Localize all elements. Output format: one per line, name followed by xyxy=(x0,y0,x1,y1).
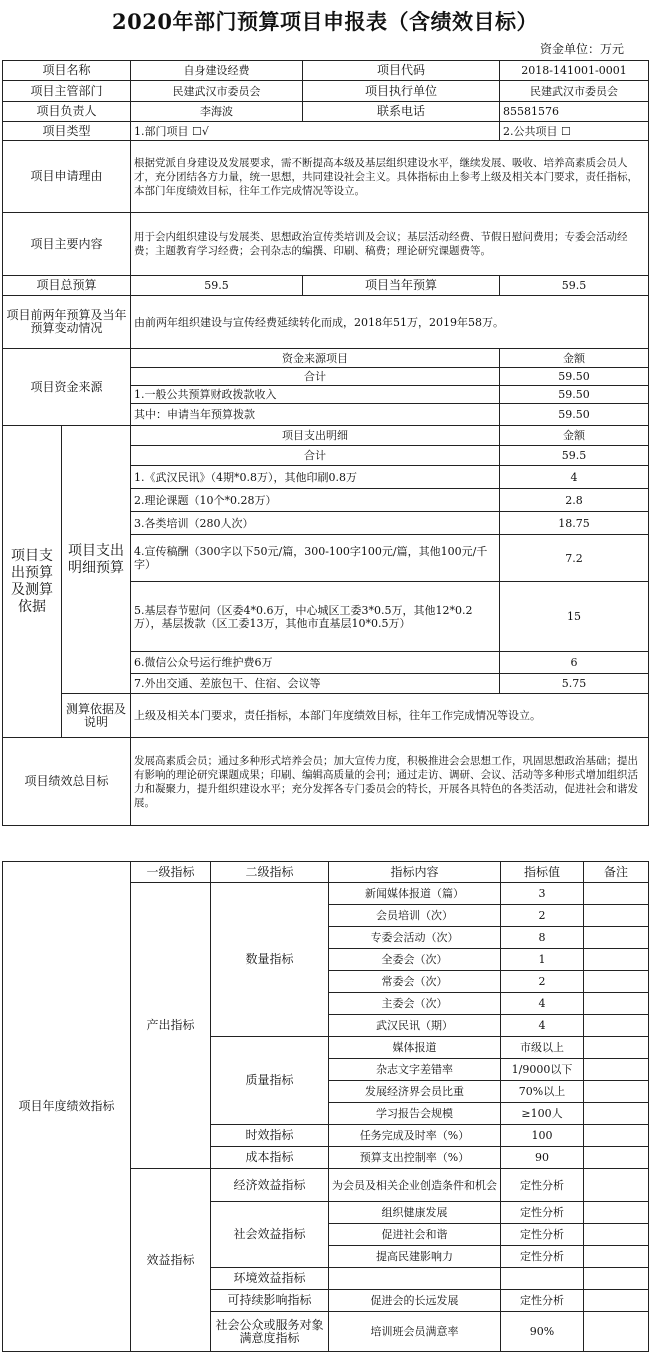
project-code-value: 2018-141001-0001 xyxy=(500,61,649,81)
indicator-value: 90 xyxy=(501,1147,584,1169)
indicator-content: 为会员及相关企业创造条件和机会 xyxy=(329,1169,501,1202)
indicators-table xyxy=(2,861,649,1352)
indicator-remark xyxy=(584,1312,649,1352)
indicator-remark xyxy=(584,1125,649,1147)
expense-amount: 7.2 xyxy=(500,535,649,582)
year-budget-value: 59.5 xyxy=(500,276,649,296)
leader-value: 李海波 xyxy=(131,102,303,122)
indicator-content: 主委会（次） xyxy=(329,993,501,1015)
page-title: 2020年部门预算项目申报表（含绩效目标） xyxy=(112,9,538,34)
indicator-content: 促进社会和谐 xyxy=(329,1224,501,1246)
indicator-remark xyxy=(584,1290,649,1312)
basis-label: 测算依据及说明 xyxy=(62,694,131,738)
basis-text: 上级及相关本门要求，责任指标，本部门年度绩效目标，往年工作完成情况等设立。 xyxy=(131,694,649,738)
content-label: 项目主要内容 xyxy=(3,213,131,276)
budget-change-text: 由前两年组织建设与宣传经费延续转化而成，2018年51万，2019年58万。 xyxy=(131,296,649,349)
indicator-content: 发展经济界会员比重 xyxy=(329,1081,501,1103)
indicator-remark xyxy=(584,1015,649,1037)
phone-label: 联系电话 xyxy=(303,102,500,122)
indicator-value: 8 xyxy=(501,927,584,949)
expense-item: 1.《武汉民讯》（4期*0.8万），其他印刷0.8万 xyxy=(131,466,500,489)
indicator-value: 定性分析 xyxy=(501,1290,584,1312)
total-budget-label: 项目总预算 xyxy=(3,276,131,296)
goal-text: 发展高素质会员；通过多种形式培养会员；加大宣传力度，积极推进会会思想工作，巩固思想政治基础；提出有影响的理论研究课题成果；印刷、编辑高质量的会刊；通过走访、调研、会议、活动等多种形式增加组织活力和凝聚力，提升组织建设水平；充分发挥各专门委员会的特长，开展各具特色的各类活动，促进社会和谐发展。 xyxy=(131,738,649,826)
satisfaction-indicator-label: 社会公众或服务对象满意度指标 xyxy=(211,1312,329,1352)
dept-value: 民建武汉市委员会 xyxy=(131,81,303,102)
indicator-remark xyxy=(584,905,649,927)
indicator-content: 促进会的长远发展 xyxy=(329,1290,501,1312)
expense-item: 6.微信公众号运行维护费6万 xyxy=(131,652,500,674)
indicator-value: 市级以上 xyxy=(501,1037,584,1059)
expense-item: 5.基层春节慰问（区委4*0.6万，中心城区工委3*0.5万，其他12*0.2万），基层拨款（区工委13万，其他市直基层10*0.5万） xyxy=(131,582,500,652)
environment-indicator-label: 环境效益指标 xyxy=(211,1268,329,1290)
indicator-value: 2 xyxy=(501,905,584,927)
expense-amount: 15 xyxy=(500,582,649,652)
content-text: 用于会内组织建设与发展类、思想政治宣传类培训及会议；基层活动经费、节假日慰问费用；专委会活动经费；主题教育学习经费；会刊杂志的编撰、印刷、稿费；理论研究课题费等。 xyxy=(131,213,649,276)
indicator-value: 定性分析 xyxy=(501,1169,584,1202)
quantity-indicator-label: 数量指标 xyxy=(211,883,329,1037)
header-level1: 一级指标 xyxy=(131,862,211,883)
indicator-value: 70%以上 xyxy=(501,1081,584,1103)
currency-unit: 资金单位：万元 xyxy=(539,42,624,56)
indicator-value: 1/9000以下 xyxy=(501,1059,584,1081)
indicator-remark xyxy=(584,883,649,905)
expense-outer-label: 项目支出预算及测算依据 xyxy=(3,426,62,738)
indicator-remark xyxy=(584,1202,649,1224)
expense-amount: 18.75 xyxy=(500,512,649,535)
indicator-value: 定性分析 xyxy=(501,1246,584,1268)
fund-source-amount: 59.50 xyxy=(500,368,649,386)
phone-value: 85581576 xyxy=(500,102,649,122)
expense-amount: 6 xyxy=(500,652,649,674)
indicator-content: 提高民建影响力 xyxy=(329,1246,501,1268)
fund-source-item: 其中：申请当年预算拨款 xyxy=(131,404,500,426)
indicator-remark xyxy=(584,927,649,949)
project-type-option-1: 1.部门项目 ☐√ xyxy=(131,122,500,141)
indicator-content: 新闻媒体报道（篇） xyxy=(329,883,501,905)
header-content: 指标内容 xyxy=(329,862,501,883)
indicator-content: 组织健康发展 xyxy=(329,1202,501,1224)
project-name-label: 项目名称 xyxy=(3,61,131,81)
project-code-label: 项目代码 xyxy=(303,61,500,81)
expense-total-value: 59.5 xyxy=(500,446,649,466)
fund-source-header-amount: 金额 xyxy=(500,349,649,368)
indicator-remark xyxy=(584,949,649,971)
header-remark: 备注 xyxy=(584,862,649,883)
benefit-indicator-label: 效益指标 xyxy=(131,1169,211,1352)
indicator-value: 定性分析 xyxy=(501,1202,584,1224)
indicator-remark xyxy=(584,1059,649,1081)
fund-source-item: 1.一般公共预算财政拨款收入 xyxy=(131,386,500,404)
indicator-value: ≥100人 xyxy=(501,1103,584,1125)
indicator-value: 2 xyxy=(501,971,584,993)
header-level2: 二级指标 xyxy=(211,862,329,883)
indicator-remark xyxy=(584,1268,649,1290)
expense-total-label: 合计 xyxy=(131,446,500,466)
expense-header-item: 项目支出明细 xyxy=(131,426,500,446)
indicator-remark xyxy=(584,1169,649,1202)
indicator-content: 杂志文字差错率 xyxy=(329,1059,501,1081)
expense-header-amount: 金额 xyxy=(500,426,649,446)
header-value: 指标值 xyxy=(501,862,584,883)
reason-text: 根据党派自身建设及发展要求，需不断提高本级及基层组织建设水平，继续发展、吸收、培养高素质会员人才，充分团结各方力量，统一思想，共同建设社会主义。具体指标由上参考上级及相关本门要求，责任指标，本部门年度绩效目标，往年工作完成情况等设立。 xyxy=(131,141,649,213)
expense-item: 3.各类培训（280人次） xyxy=(131,512,500,535)
indicator-content xyxy=(329,1268,501,1290)
indicator-remark xyxy=(584,1081,649,1103)
indicator-content: 全委会（次） xyxy=(329,949,501,971)
project-type-label: 项目类型 xyxy=(3,122,131,141)
expense-item: 7.外出交通、差旅包干、住宿、会议等 xyxy=(131,674,500,694)
project-name-value: 自身建设经费 xyxy=(131,61,303,81)
time-indicator-label: 时效指标 xyxy=(211,1125,329,1147)
indicator-value: 90% xyxy=(501,1312,584,1352)
quality-indicator-label: 质量指标 xyxy=(211,1037,329,1125)
expense-amount: 2.8 xyxy=(500,489,649,512)
indicator-value: 3 xyxy=(501,883,584,905)
exec-unit-label: 项目执行单位 xyxy=(303,81,500,102)
expense-amount: 4 xyxy=(500,466,649,489)
dept-label: 项目主管部门 xyxy=(3,81,131,102)
reason-label: 项目申请理由 xyxy=(3,141,131,213)
indicator-value: 4 xyxy=(501,993,584,1015)
fund-source-amount: 59.50 xyxy=(500,386,649,404)
expense-amount: 5.75 xyxy=(500,674,649,694)
fund-source-amount: 59.50 xyxy=(500,404,649,426)
budget-change-label: 项目前两年预算及当年预算变动情况 xyxy=(3,296,131,349)
sustain-indicator-label: 可持续影响指标 xyxy=(211,1290,329,1312)
indicator-content: 培训班会员满意率 xyxy=(329,1312,501,1352)
indicator-content: 会员培训（次） xyxy=(329,905,501,927)
indicator-remark xyxy=(584,1224,649,1246)
indicator-value: 1 xyxy=(501,949,584,971)
total-budget-value: 59.5 xyxy=(131,276,303,296)
expense-inner-label: 项目支出明细预算 xyxy=(62,426,131,694)
goal-label: 项目绩效总目标 xyxy=(3,738,131,826)
cost-indicator-label: 成本指标 xyxy=(211,1147,329,1169)
fund-source-item: 合计 xyxy=(131,368,500,386)
indicator-remark xyxy=(584,1103,649,1125)
indicator-content: 武汉民讯（期） xyxy=(329,1015,501,1037)
year-budget-label: 项目当年预算 xyxy=(303,276,500,296)
indicator-content: 任务完成及时率（%） xyxy=(329,1125,501,1147)
indicator-content: 媒体报道 xyxy=(329,1037,501,1059)
output-indicator-label: 产出指标 xyxy=(131,883,211,1169)
social-indicator-label: 社会效益指标 xyxy=(211,1202,329,1268)
fund-source-label: 项目资金来源 xyxy=(3,349,131,426)
expense-item: 4.宣传稿酬（300字以下50元/篇，300-100字100元/篇，其他100元/千字） xyxy=(131,535,500,582)
fund-source-header-item: 资金来源项目 xyxy=(131,349,500,368)
indicator-remark xyxy=(584,1246,649,1268)
indicator-remark xyxy=(584,1147,649,1169)
exec-unit-value: 民建武汉市委员会 xyxy=(500,81,649,102)
project-form-table xyxy=(2,60,649,826)
indicators-label: 项目年度绩效指标 xyxy=(3,862,131,1352)
indicator-value: 4 xyxy=(501,1015,584,1037)
indicator-value: 100 xyxy=(501,1125,584,1147)
indicator-content: 学习报告会规模 xyxy=(329,1103,501,1125)
indicator-content: 常委会（次） xyxy=(329,971,501,993)
expense-item: 2.理论课题（10个*0.28万） xyxy=(131,489,500,512)
indicator-remark xyxy=(584,993,649,1015)
indicator-remark xyxy=(584,1037,649,1059)
indicator-content: 专委会活动（次） xyxy=(329,927,501,949)
indicator-remark xyxy=(584,971,649,993)
indicator-content: 预算支出控制率（%） xyxy=(329,1147,501,1169)
leader-label: 项目负责人 xyxy=(3,102,131,122)
economic-indicator-label: 经济效益指标 xyxy=(211,1169,329,1202)
indicator-value xyxy=(501,1268,584,1290)
project-type-option-2: 2.公共项目 ☐ xyxy=(500,122,649,141)
indicator-value: 定性分析 xyxy=(501,1224,584,1246)
